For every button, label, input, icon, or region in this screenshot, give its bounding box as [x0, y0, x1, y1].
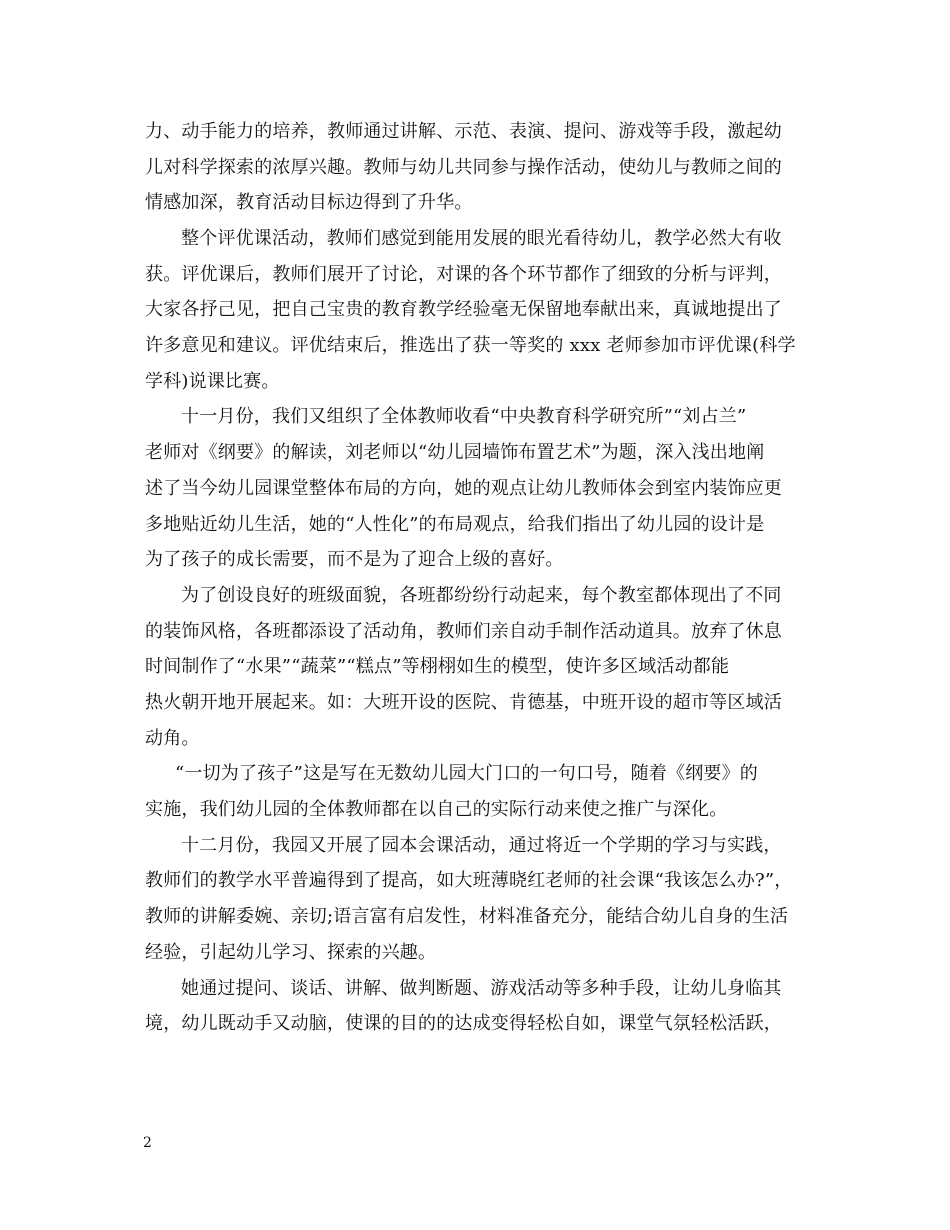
text-line: 教师们的教学水平普遍得到了提高，如大班薄晓红老师的社会课“我该怎么办?”，: [145, 870, 793, 891]
text-line: 为了孩子的成长需要，而不是为了迎合上级的喜好。: [145, 549, 564, 570]
page-number: 2: [143, 1135, 152, 1151]
text-line: 力、动手能力的培养，教师通过讲解、示范、表演、提问、游戏等手段，激起幼: [145, 121, 782, 142]
text-line: “一切为了孩子”这是写在无数幼儿园大门口的一句口号，随着《纲要》的: [175, 763, 759, 784]
text-line: 热火朝开地开展起来。如：大班开设的医院、肯德基，中班开设的超市等区域活: [145, 692, 782, 713]
text-line: 述了当今幼儿园课堂整体布局的方向，她的观点让幼儿教师体会到室内装饰应更: [145, 478, 782, 499]
text-line: 动角。: [145, 728, 200, 749]
text-line: 十一月份，我们又组织了全体教师收看“中央教育科学研究所”“刘占兰”: [181, 406, 747, 427]
text-line: 整个评优课活动，教师们感觉到能用发展的眼光看待幼儿，教学必然大有收: [181, 228, 782, 249]
text-line: 大家各抒己见，把自己宝贵的教育教学经验毫无保留地奉献出来，真诚地提出了: [145, 299, 782, 320]
text-line: 实施，我们幼儿园的全体教师都在以自己的实际行动来使之推广与深化。: [145, 799, 728, 820]
text-line: 许多意见和建议。评优结束后，推选出了获一等奖的 xxx 老师参加市评优课(科学: [145, 335, 796, 356]
text-line: 教师的讲解委婉、亲切;语言富有启发性，材料准备充分，能结合幼儿自身的生活: [145, 906, 789, 927]
text-line: 境，幼儿既动手又动脑，使课的目的的达成变得轻松自如，课堂气氛轻松活跃，: [145, 1013, 782, 1034]
text-line: 经验，引起幼儿学习、探索的兴趣。: [145, 942, 437, 963]
text-line: 学科)说课比赛。: [145, 371, 280, 392]
text-line: 儿对科学探索的浓厚兴趣。教师与幼儿共同参与操作活动，使幼儿与教师之间的: [145, 157, 782, 178]
text-line: 获。评优课后，教师们展开了讨论，对课的各个环节都作了细致的分析与评判，: [145, 264, 782, 285]
text-line: 多地贴近幼儿生活，她的“人性化”的布局观点，给我们指出了幼儿园的设计是: [145, 514, 765, 535]
text-line: 为了创设良好的班级面貌，各班都纷纷行动起来，每个教室都体现出了不同: [181, 585, 782, 606]
text-line: 她通过提问、谈话、讲解、做判断题、游戏活动等多种手段，让幼儿身临其: [181, 978, 782, 999]
text-line: 的装饰风格，各班都添设了活动角，教师们亲自动手制作活动道具。放弃了休息: [145, 621, 782, 642]
text-line: 老师对《纲要》的解读，刘老师以“幼儿园墙饰布置艺术”为题，深入浅出地阐: [145, 442, 765, 463]
text-line: 十二月份，我园又开展了园本会课活动，通过将近一个学期的学习与实践，: [181, 835, 782, 856]
text-line: 情感加深，教育活动目标边得到了升华。: [145, 192, 473, 213]
text-line: 时间制作了“水果”“蔬菜”“糕点”等栩栩如生的模型，使许多区域活动都能: [145, 656, 730, 677]
